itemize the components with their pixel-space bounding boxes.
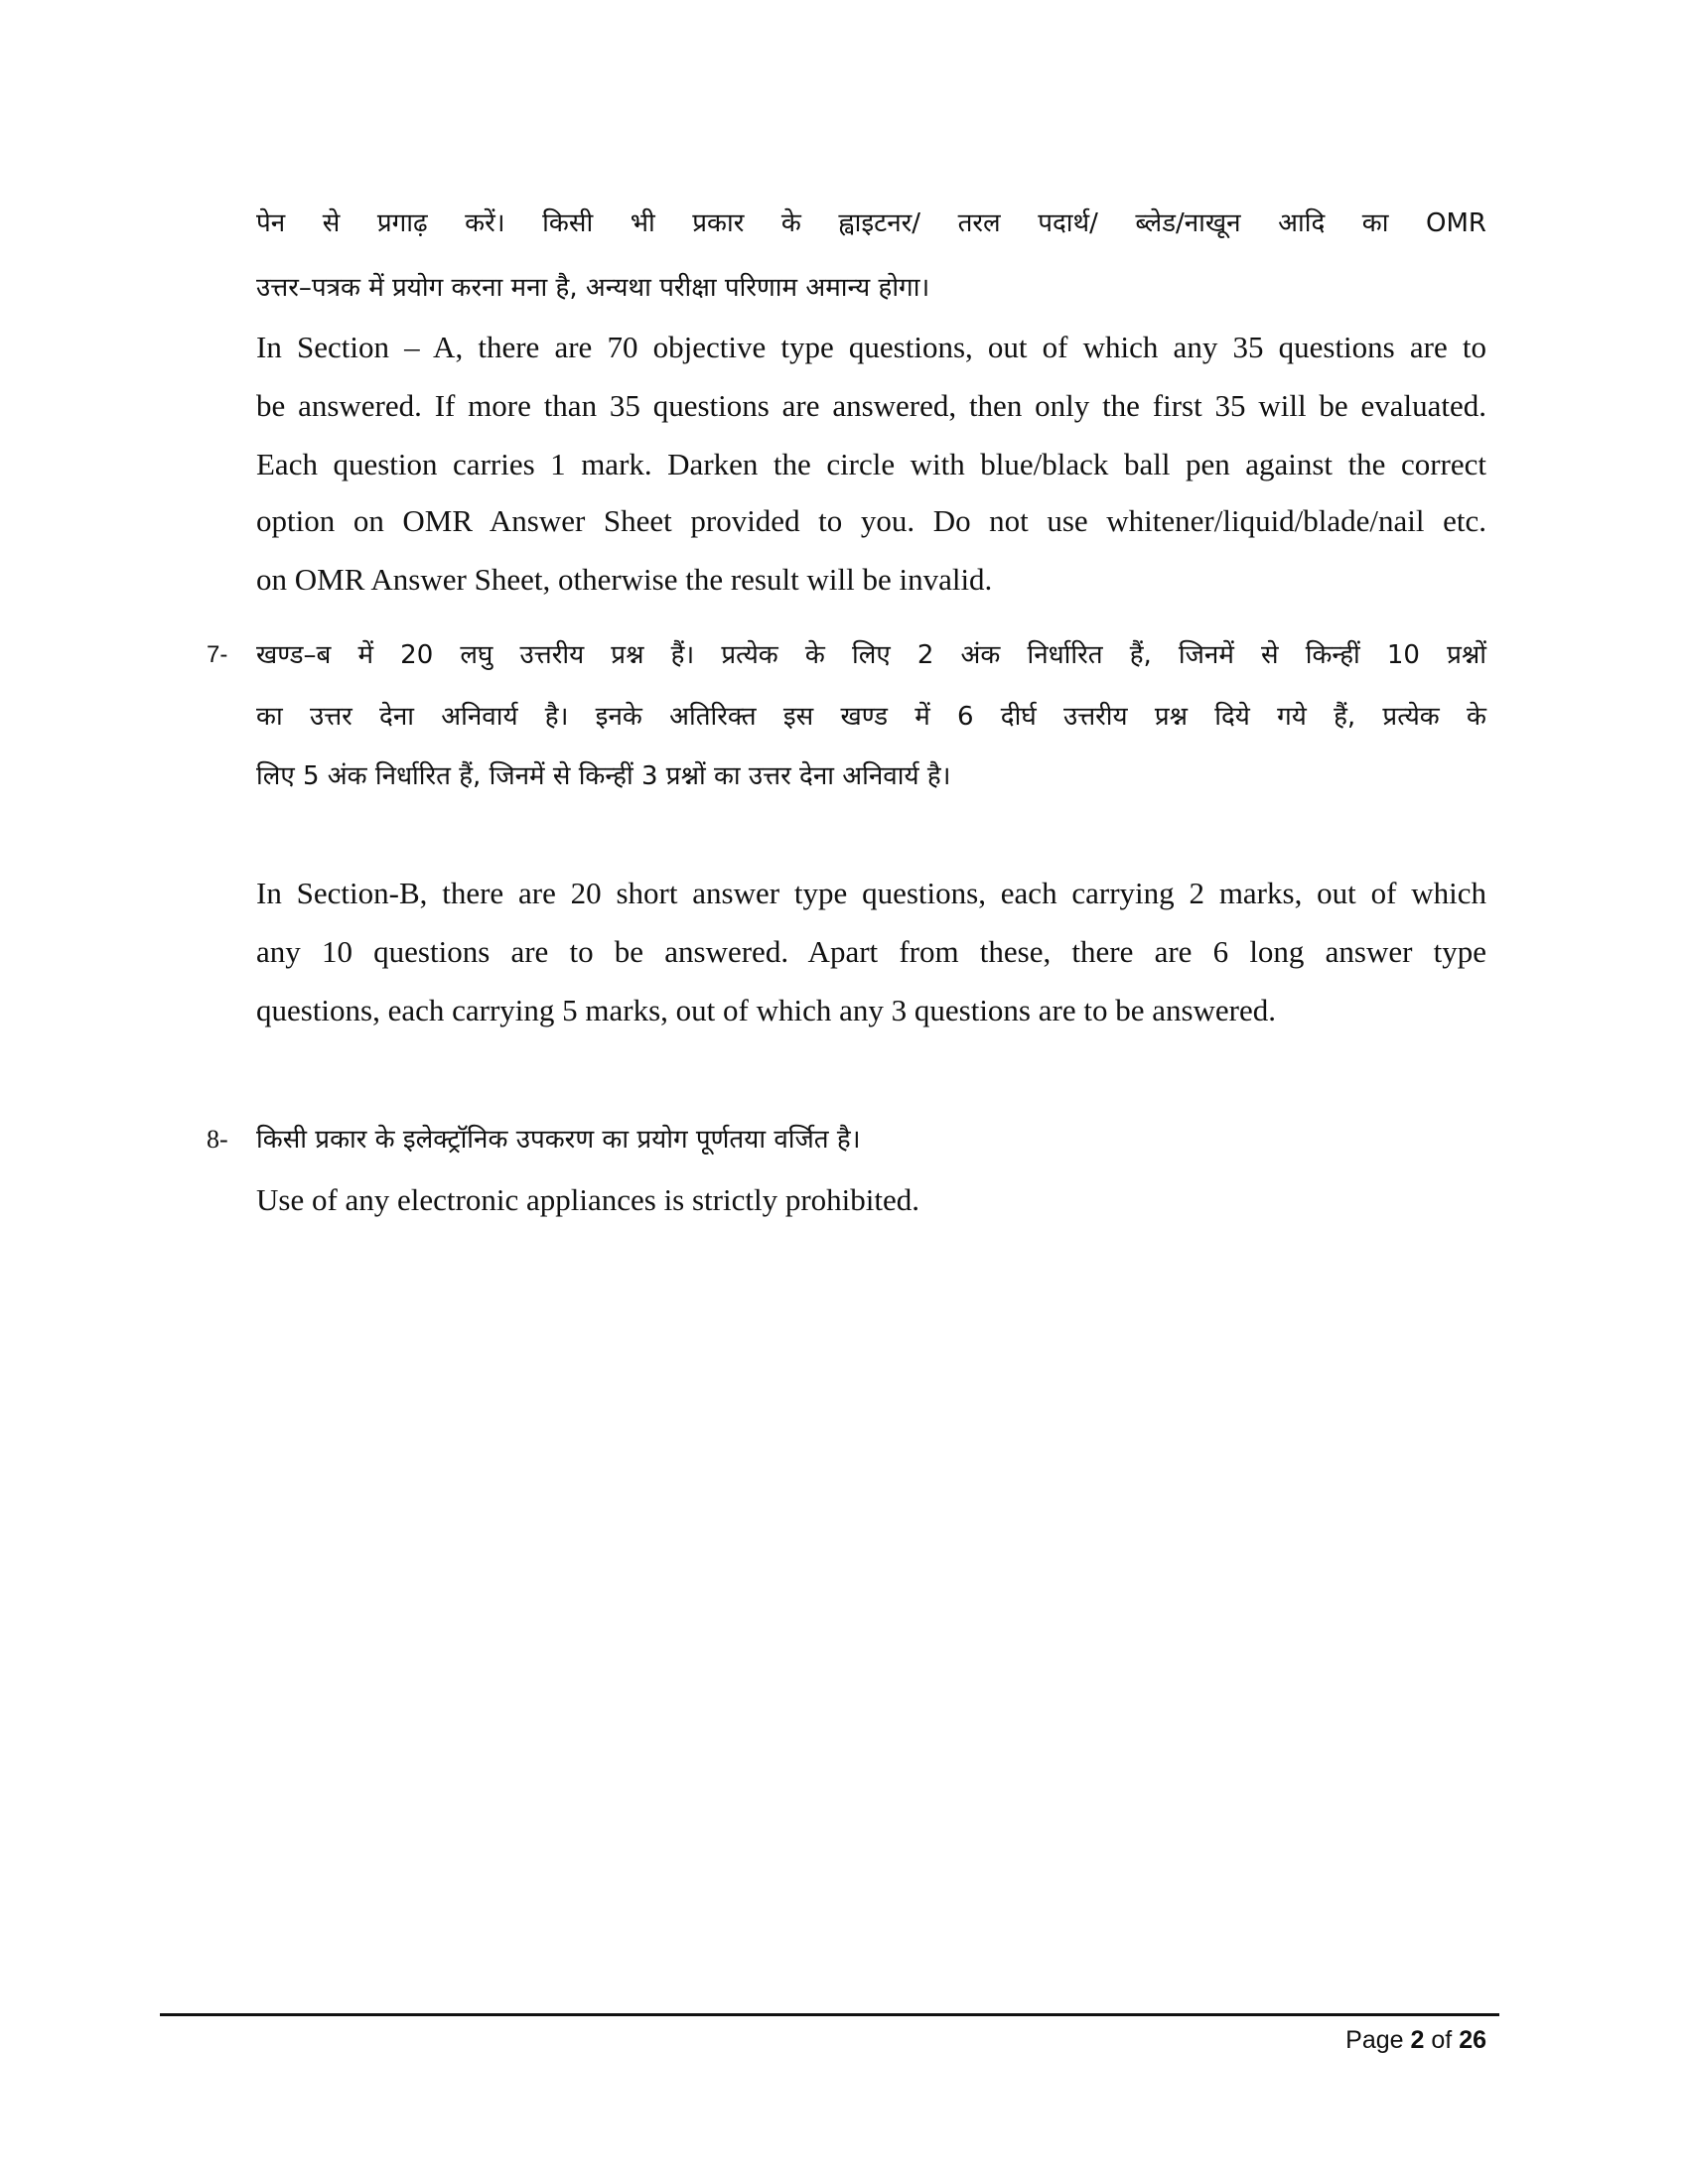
- hindi-instruction-line: पेन से प्रगाढ़ करें। किसी भी प्रकार के ह्वाइटनर/ तरल पदार्थ/ ब्लेड/नाखून आदि का OMR: [256, 208, 1486, 238]
- hindi-instruction-line: खण्ड–ब में 20 लघु उत्तरीय प्रश्न हैं। प्रत्येक के लिए 2 अंक निर्धारित हैं, जिनमें से किन्हीं 10 प्रश्नों: [256, 640, 1486, 670]
- hindi-instruction-line: का उत्तर देना अनिवार्य है। इनके अतिरिक्त इस खण्ड में 6 दीर्घ उत्तरीय प्रश्न दिये गये हैं, प्रत्येक के: [256, 702, 1486, 732]
- page-number: [1345, 2025, 1486, 2055]
- hindi-instruction-line: किसी प्रकार के इलेक्ट्रॉनिक उपकरण का प्रयोग पूर्णतया वर्जित है।: [256, 1125, 861, 1155]
- of-label: of: [1431, 2026, 1453, 2054]
- footer-divider: [160, 2013, 1499, 2016]
- item-number-8: 8-: [207, 1125, 228, 1154]
- hindi-instruction-line: लिए 5 अंक निर्धारित हैं, जिनमें से किन्हीं 3 प्रश्नों का उत्तर देना अनिवार्य है।: [256, 761, 951, 791]
- english-instruction-line: on OMR Answer Sheet, otherwise the result will be invalid.: [256, 562, 993, 597]
- english-instruction-line: Use of any electronic appliances is strictly prohibited.: [256, 1182, 920, 1217]
- total-pages: 26: [1459, 2026, 1486, 2054]
- english-instruction-line: option on OMR Answer Sheet provided to you. Do not use whitener/liquid/blade/nail etc.: [256, 503, 1486, 538]
- english-instruction-line: questions, each carrying 5 marks, out of which any 3 questions are to be answered.: [256, 993, 1277, 1027]
- english-instruction-line: In Section-B, there are 20 short answer type questions, each carrying 2 marks, out of which: [256, 876, 1486, 910]
- hindi-instruction-line: उत्तर–पत्रक में प्रयोग करना मना है, अन्यथा परीक्षा परिणाम अमान्य होगा।: [256, 273, 930, 303]
- english-instruction-line: any 10 questions are to be answered. Apart from these, there are 6 long answer type: [256, 934, 1486, 969]
- current-page: 2: [1410, 2026, 1425, 2054]
- english-instruction-line: In Section – A, there are 70 objective type questions, out of which any 35 questions are to: [256, 330, 1486, 364]
- item-number-7: 7-: [207, 641, 228, 668]
- english-instruction-line: Each question carries 1 mark. Darken the circle with blue/black ball pen against the correct: [256, 447, 1486, 481]
- english-instruction-line: be answered. If more than 35 questions are answered, then only the first 35 will be evaluated.: [256, 388, 1486, 423]
- page-label: Page: [1345, 2026, 1404, 2054]
